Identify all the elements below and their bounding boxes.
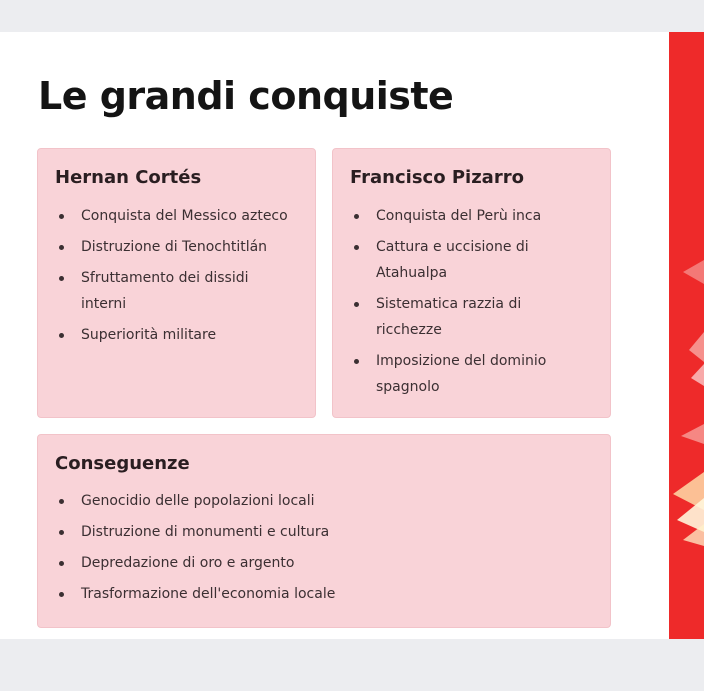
list-item: Imposizione del dominio spagnolo bbox=[350, 348, 591, 400]
card-title: Hernan Cortés bbox=[55, 167, 202, 188]
list-item: Conquista del Perù inca bbox=[350, 203, 591, 229]
list-item: Genocidio delle popolazioni locali bbox=[55, 488, 581, 514]
card-conseguenze bbox=[37, 434, 611, 628]
card-title: Francisco Pizarro bbox=[350, 167, 524, 188]
bullet-list bbox=[55, 488, 581, 612]
slide-title: Le grandi conquiste bbox=[38, 74, 454, 118]
slide bbox=[0, 32, 704, 639]
bullet-list bbox=[55, 203, 291, 353]
list-item: Distruzione di Tenochtitlán bbox=[55, 234, 291, 260]
list-item: Conquista del Messico azteco bbox=[55, 203, 291, 229]
list-item: Sfruttamento dei dissidi interni bbox=[55, 265, 291, 317]
decorative-image bbox=[669, 32, 704, 639]
list-item: Depredazione di oro e argento bbox=[55, 550, 581, 576]
card-hernan-cortes bbox=[37, 148, 316, 418]
list-item: Distruzione di monumenti e cultura bbox=[55, 519, 581, 545]
list-item: Trasformazione dell'economia locale bbox=[55, 581, 581, 607]
list-item: Superiorità militare bbox=[55, 322, 291, 348]
bullet-list bbox=[350, 203, 591, 405]
card-francisco-pizarro bbox=[332, 148, 611, 418]
spiky-illustration bbox=[669, 32, 704, 639]
card-title: Conseguenze bbox=[55, 453, 190, 474]
list-item: Cattura e uccisione di Atahualpa bbox=[350, 234, 591, 286]
list-item: Sistematica razzia di ricchezze bbox=[350, 291, 591, 343]
